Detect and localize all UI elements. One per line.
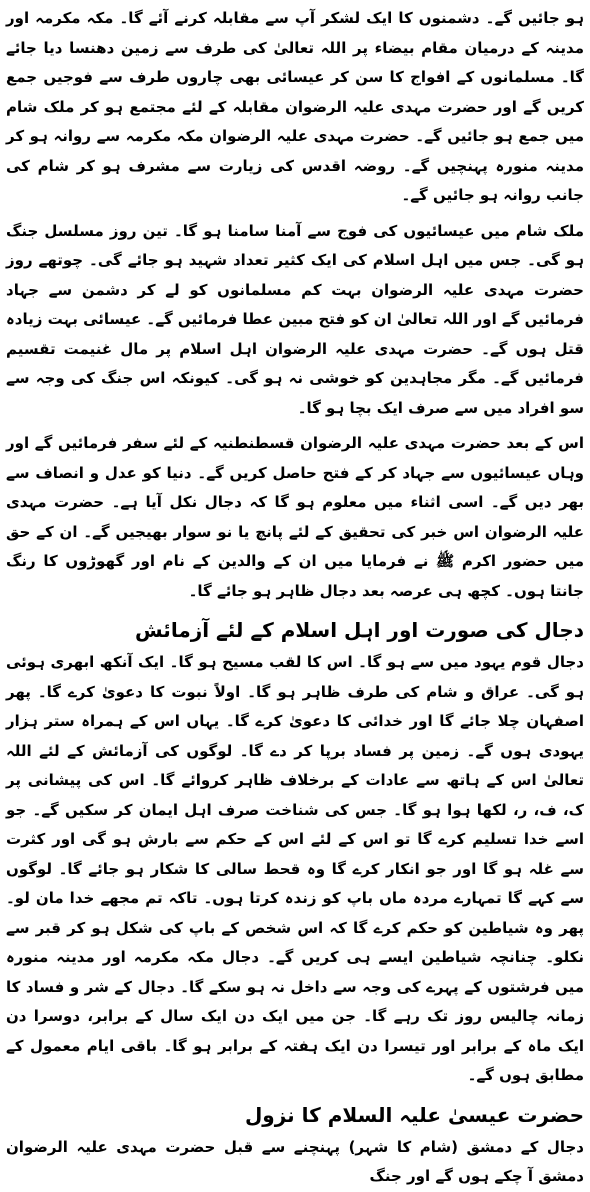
section-heading-dajjal: دجال کی صورت اور اہل اسلام کے لئے آزمائش xyxy=(135,618,584,642)
paragraph-dajjal: دجال قوم یہود میں سے ہو گا۔ اس کا لقب مسیح ہو گا۔ ایک آنکھ ابھری ہوئی ہو گی۔ عراق و شام کی طرف ظاہر ہو گا۔ اولاً نبوت کا دعویٰ کرے گا۔ پھر اصفہان چلا جائے گا اور خدائی کا دعویٰ کرے گا۔ یہاں اس کے ہمراہ ستر ہزار یہودی ہوں گے۔ زمین پر فساد برپا کر دے گا۔ لوگوں کی آزمائش کے لئے اللہ تعالیٰ اس کے ہاتھ سے عادات کے برخلاف ظاہر کروائے گا۔ اس کی پیشانی پر ک، ف، ر، لکھا ہوا ہو گا۔ جس کی شناخت صرف اہل ایمان کر سکیں گے۔ جو اسے خدا تسلیم کرے گا تو اس کے لئے اس کے حکم سے بارش ہو گی اور کثرت سے غلہ ہو گا اور جو انکار کرے گا وہ قحط سالی کا شکار ہو جائے گا۔ لوگوں سے کہے گا تمہارے مردہ ماں باپ کو زندہ کرتا ہوں۔ تاکہ تم مجھے خدا مان لو۔ پھر وہ شیاطین کو حکم کرے گا کہ اس شخص کے باپ کی شکل ہو کر قبر سے نکلو۔ چنانچہ شیاطین ایسے ہی کریں گے۔ دجال مکہ مکرمہ اور مدینہ منورہ میں فرشتوں کے پہرے کی وجہ سے داخل نہ ہو سکے گا۔ دجال کے شر و فساد کا زمانہ چالیس روز تک رہے گا۔ جن میں ایک دن ایک سال کے برابر، دوسرا دن ایک ماہ کے برابر اور تیسرا دن ایک ہفتہ کے برابر ہو گا۔ باقی ایام معمول کے مطابق ہوں گے۔ xyxy=(6,653,584,1084)
paragraph-mahdi-march: ہو جائیں گے۔ دشمنوں کا ایک لشکر آپ سے مقابلہ کرنے آئے گا۔ مکہ مکرمہ اور مدینہ کے درمیان مقام بیضاء پر اللہ تعالیٰ کی طرف سے زمین دھنسا دیا جائے گا۔ مسلمانوں کے افواج کا سن کر عیسائی بھی چاروں طرف سے فوجیں جمع کریں گے اور حضرت مہدی علیہ الرضوان مقابلہ کے لئے مجتمع ہو کر ملک شام میں جمع ہو جائیں گے۔ حضرت مہدی علیہ الرضوان مکہ مکرمہ سے روانہ ہو کر مدینہ منورہ پہنچیں گے۔ روضہ اقدس کی زیارت سے مشرف ہو کر شام کی جانب روانہ ہو جائیں گے۔ xyxy=(6,9,584,204)
paragraph-damascus: دجال کے دمشق (شام کا شہر) پہنچنے سے قبل حضرت مہدی علیہ الرضوان دمشق آ چکے ہوں گے اور جنگ xyxy=(6,1137,584,1185)
section-heading-descent-of-isa: حضرت عیسیٰ علیہ السلام کا نزول xyxy=(244,1102,584,1127)
paragraph-war-in-syria: ملک شام میں عیسائیوں کی فوج سے آمنا سامنا ہو گا۔ تین روز مسلسل جنگ ہو گی۔ جس میں اہل اسلام کی ایک کثیر تعداد شہید ہو جائے گی۔ چوتھے روز حضرت مہدی علیہ الرضوان بہت کم مسلمانوں کو لے کر دشمن سے جہاد فرمائیں گے اور اللہ تعالیٰ ان کو فتح مبین عطا فرمائیں گے۔ عیسائی بہت زیادہ قتل ہوں گے۔ حضرت مہدی علیہ الرضوان اہل اسلام پر مال غنیمت تقسیم فرمائیں گے۔ مگر مجاہدین کو خوشی نہ ہو گی۔ کیونکہ اس جنگ کی وجہ سے سو افراد میں سے صرف ایک بچا ہو گا۔ xyxy=(5,221,584,417)
paragraph-constantinople: اس کے بعد حضرت مہدی علیہ الرضوان قسطنطنیہ کے لئے سفر فرمائیں گے اور وہاں عیسائیوں سے جہاد کر کے فتح حاصل کریں گے۔ دنیا کو عدل و انصاف سے بھر دیں گے۔ اسی اثناء میں معلوم ہو گا کہ دجال نکل آیا ہے۔ حضرت مہدی علیہ الرضوان اس خبر کی تحقیق کے لئے پانچ یا نو سوار بھیجیں گے۔ ان کے حق میں حضور اکرم ﷺ نے فرمایا میں ان کے والدین کے نام اور گھوڑوں کا رنگ جانتا ہوں۔ کچھ ہی عرصہ بعد دجال ظاہر ہو جائے گا۔ xyxy=(6,434,584,600)
